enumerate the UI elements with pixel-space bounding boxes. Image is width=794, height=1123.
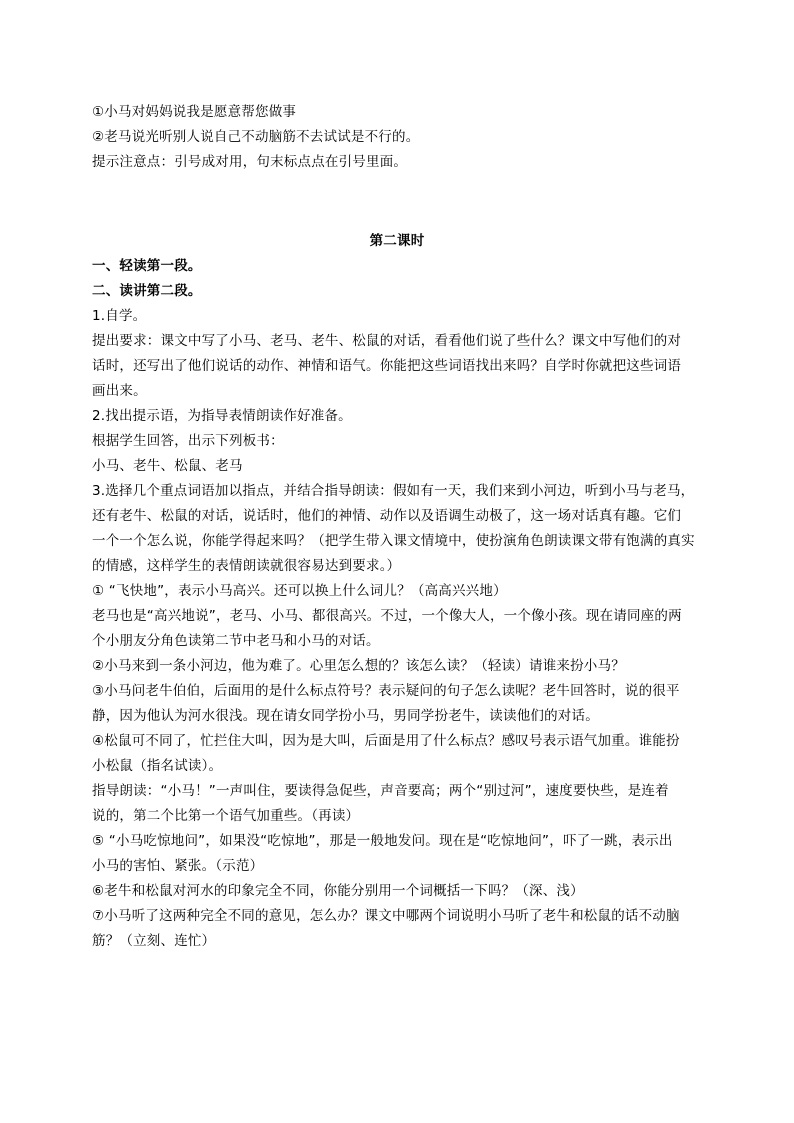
section-heading-1: 一、轻读第一段。 — [92, 258, 202, 274]
paragraph-line: ① “飞快地”，表示小马高兴。还可以换上什么词儿？（高高兴兴地） — [92, 583, 507, 599]
paragraph-line: 根据学生回答，出示下列板书： — [92, 433, 284, 449]
paragraph-line: 1.自学。 — [92, 308, 147, 324]
paragraph-line: 说的，第二个比第一个语气加重些。（再读） — [92, 808, 360, 824]
intro-line-1: ①小马对妈妈说我是愿意帮您做事 — [92, 104, 297, 120]
paragraph-line: 小马的害怕、紧张。（示范） — [92, 858, 264, 874]
paragraph-line: ⑦小马听了这两种完全不同的意见，怎么办？课文中哪两个词说明小马听了老牛和松鼠的话不动脑 — [92, 908, 680, 924]
paragraph-line: 2.找出提示语，为指导表情朗读作好准备。 — [92, 408, 352, 424]
section-heading-2: 二、读讲第二段。 — [92, 283, 202, 299]
paragraph-line: ②小马来到一条小河边，他为难了。心里怎么想的？该怎么读？（轻读）请谁来扮小马？ — [92, 658, 625, 674]
paragraph-line: 提出要求：课文中写了小马、老马、老牛、松鼠的对话，看看他们说了些什么？课文中写他们的对 — [92, 333, 682, 349]
intro-line-3: 提示注意点：引号成对用，句末标点点在引号里面。 — [92, 154, 408, 170]
lesson-title: 第二课时 — [369, 233, 425, 249]
document-body — [92, 100, 702, 954]
paragraph-line: 静，因为他认为河水很浅。现在请女同学扮小马，男同学扮老牛，读读他们的对话。 — [92, 708, 599, 724]
paragraph-line: 还有老牛、松鼠的对话，说话时，他们的神情、动作以及语调生动极了，这一场对话真有趣。它们 — [92, 508, 682, 524]
paragraph-line: 筋？（立刻、连忙） — [92, 933, 216, 949]
intro-line-2: ②老马说光听别人说自己不动脑筋不去试试是不行的。 — [92, 129, 420, 145]
paragraph-line: ⑥老牛和松鼠对河水的印象完全不同，你能分别用一个词概括一下吗？（深、浅） — [92, 883, 584, 899]
paragraph-line: ⑤ “小马吃惊地问”，如果没“吃惊地”，那是一般地发问。现在是“吃惊地问”，吓了一跳，表示出 — [92, 833, 673, 849]
paragraph-line: ④松鼠可不同了，忙拦住大叫，因为是大叫，后面是用了什么标点？感叹号表示语气加重。谁能扮 — [92, 733, 680, 749]
paragraph-line: 小松鼠（指名试读）。 — [92, 758, 223, 774]
paragraph-line: 一个一个怎么说，你能学得起来吗？（把学生带入课文情境中，使扮演角色朗读课文带有饱满的真实 — [92, 533, 695, 549]
paragraph-line: 指导朗读：“小马！”一声叫住，要读得急促些，声音要高；两个“别过河”，速度要快些，是连着 — [92, 783, 669, 799]
paragraph-line: 画出来。 — [92, 383, 147, 399]
paragraph-line: 小马、老牛、松鼠、老马 — [92, 458, 243, 474]
paragraph-line: 个小朋友分角色读第二节中老马和小马的对话。 — [92, 633, 380, 649]
paragraph-line: 老马也是“高兴地说”，老马、小马、都很高兴。不过，一个像大人，一个像小孩。现在请同座的两 — [92, 608, 682, 624]
paragraph-line: 的情感，这样学生的表情朗读就很容易达到要求。） — [92, 558, 401, 574]
paragraph-line: 话时，还写出了他们说话的动作、神情和语气。你能把这些词语找出来吗？自学时你就把这些词语 — [92, 358, 682, 374]
section-spacer — [92, 175, 702, 229]
paragraph-line: ③小马问老牛伯伯，后面用的是什么标点符号？表示疑问的句子怎么读呢？老牛回答时，说的很平 — [92, 683, 680, 699]
paragraph-line: 3.选择几个重点词语加以指点，并结合指导朗读：假如有一天，我们来到小河边，听到小马与老马， — [92, 483, 695, 499]
